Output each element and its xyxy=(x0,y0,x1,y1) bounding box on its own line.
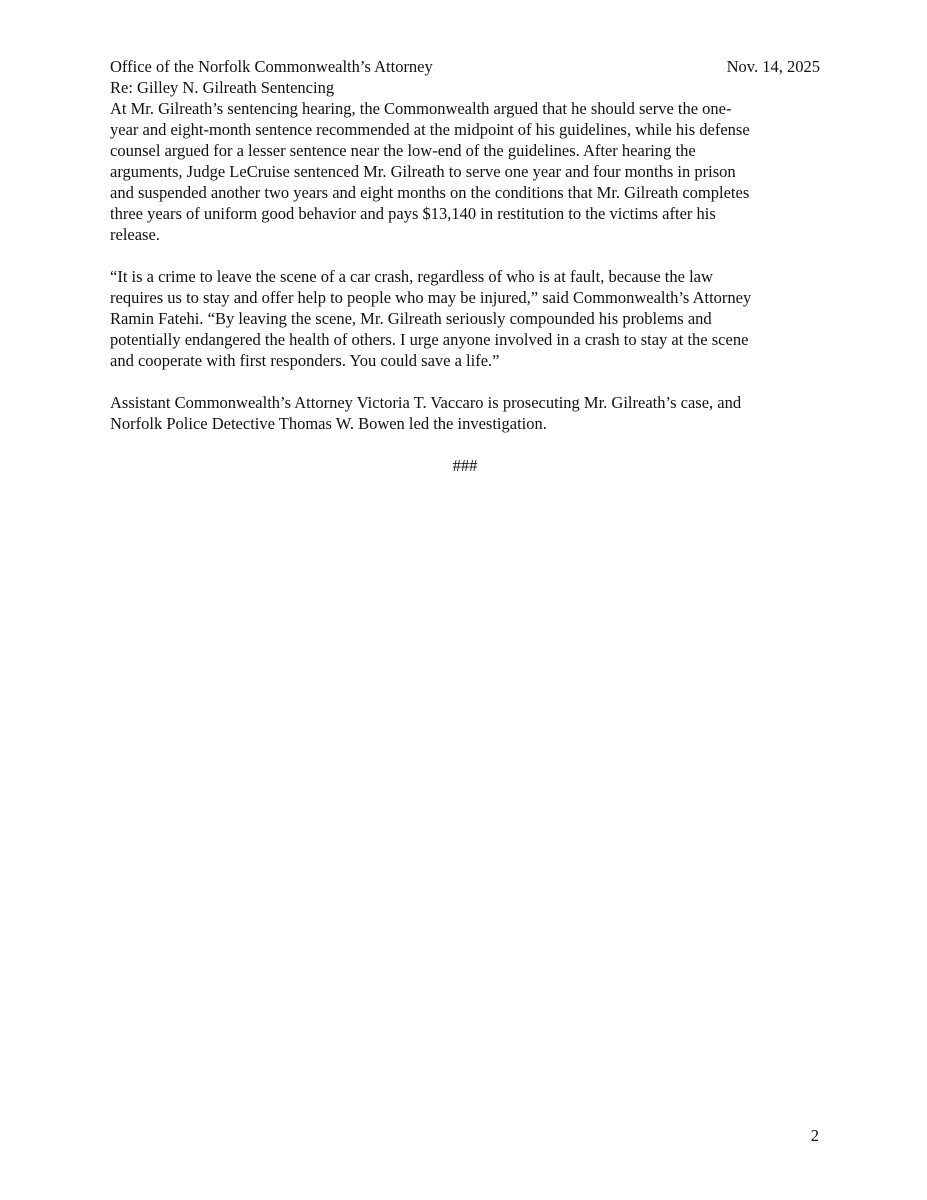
office-name: Office of the Norfolk Commonwealth’s Attorney xyxy=(110,57,433,76)
document-header xyxy=(110,56,820,98)
text-line: potentially endangered the health of others. I urge anyone involved in a crash to stay at the scene xyxy=(110,330,749,349)
page-number: 2 xyxy=(810,1126,819,1145)
end-mark: ### xyxy=(452,456,478,475)
text-line: Norfolk Police Detective Thomas W. Bowen led the investigation. xyxy=(110,414,547,433)
text-line: requires us to stay and offer help to people who may be injured,” said Commonwealth’s Attorney xyxy=(110,288,752,307)
document-page xyxy=(110,56,820,476)
text-line: Ramin Fatehi. “By leaving the scene, Mr. Gilreath seriously compounded his problems and xyxy=(110,309,712,328)
text-line: Assistant Commonwealth’s Attorney Victoria T. Vaccaro is prosecuting Mr. Gilreath’s case, and xyxy=(110,393,742,412)
text-line: “It is a crime to leave the scene of a car crash, regardless of who is at fault, because the law xyxy=(110,267,713,286)
subject-line: Re: Gilley N. Gilreath Sentencing xyxy=(110,78,335,97)
text-line: and cooperate with first responders. You could save a life.” xyxy=(110,351,500,370)
text-line: counsel argued for a lesser sentence near the low-end of the guidelines. After hearing the xyxy=(110,141,696,160)
paragraph-quote xyxy=(110,266,820,371)
paragraph-credits xyxy=(110,392,820,434)
text-line: At Mr. Gilreath’s sentencing hearing, the Commonwealth argued that he should serve the one- xyxy=(110,99,732,118)
header-row xyxy=(110,56,820,77)
text-line: year and eight-month sentence recommended at the midpoint of his guidelines, while his defense xyxy=(110,120,750,139)
release-date: Nov. 14, 2025 xyxy=(726,57,820,76)
paragraph-sentencing xyxy=(110,98,820,245)
text-line: release. xyxy=(110,225,160,244)
text-line: and suspended another two years and eight months on the conditions that Mr. Gilreath completes xyxy=(110,183,750,202)
text-line: three years of uniform good behavior and pays $13,140 in restitution to the victims after his xyxy=(110,204,716,223)
text-line: arguments, Judge LeCruise sentenced Mr. Gilreath to serve one year and four months in prison xyxy=(110,162,736,181)
